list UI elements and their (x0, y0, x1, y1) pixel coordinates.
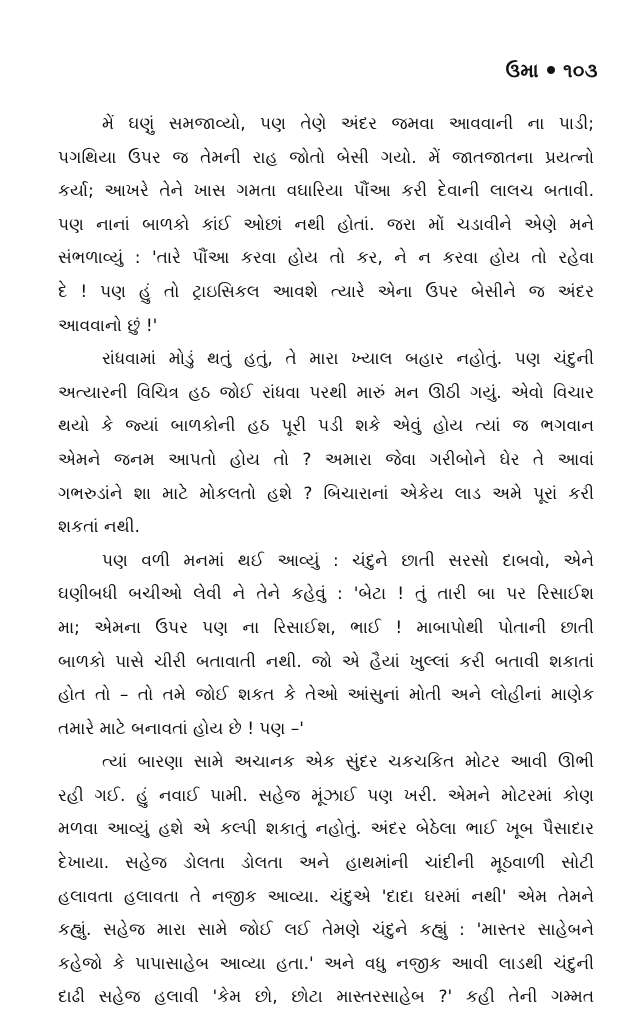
text-line: શકતાં નથી. (58, 517, 140, 538)
text-line: પગથિયા ઉપર જ તેમની રાહ જોતો બેસી ગયો. મેં જાતજાતના પ્રયત્નો (58, 147, 594, 168)
text-line: કર્યા; આખરે તેને ખાસ ગમતા વઘારિયા પૌંઆ કરી દેવાની લાલચ બતાવી. (58, 181, 594, 202)
text-line: આવવાનો છું !' (58, 315, 158, 336)
text-line: તમારે માટે બનાવતાં હોય છે ! પણ –' (58, 718, 304, 739)
book-title: ઉમા (505, 60, 540, 82)
body-text (58, 108, 594, 1015)
text-line: પણ નાનાં બાળકો કાંઈ ઓછાં નથી હોતાં. જરા મોં ચડાવીને એણે મને (58, 214, 594, 235)
text-line: દેખાયા. સહેજ ડોલતા ડોલતા અને હાથમાંની ચાંદીની મૂઠવાળી સોટી (58, 853, 594, 874)
text-line: અત્યારની વિચિત્ર હઠ જોઈ રાંધવા પરથી મારું મન ઊઠી ગયું. એવો વિચાર (58, 382, 594, 403)
page-number: ૧૦૩ (563, 60, 598, 82)
text-line: મેં ઘણું સમજાવ્યો, પણ તેણે અંદર જમવા આવવાની ના પાડી; (102, 114, 594, 134)
text-line: રાંધવામાં મોડું થતું હતું, તે મારા ખ્યાલ બહાર નહોતું. પણ ચંદુની (102, 349, 594, 370)
bullet-separator-icon (547, 66, 555, 74)
text-line: મા; એમના ઉપર પણ ના રિસાઈશ, ભાઈ ! માબાપોથી પોતાની છાતી (58, 617, 594, 638)
text-line: દાઢી સહેજ હલાવી 'કેમ છો, છોટા માસ્તરસાહેબ ?' કહી તેની ગમ્મત (58, 987, 594, 1008)
text-line: કહેજો કે પાપાસાહેબ આવ્યા હતા.' અને વધુ નજીક આવી લાડથી ચંદુની (58, 953, 594, 974)
text-line: ગભરુડાંને શા માટે મોકલતો હશે ? બિચારાનાં એકેય લાડ અમે પૂરાં કરી (58, 483, 594, 504)
text-line: એમને જનમ આપતો હોય તો ? અમારા જેવા ગરીબોને ઘેર તે આવાં (58, 449, 594, 470)
text-line: કહ્યું. સહેજ મારા સામે જોઈ લઈ તેમણે ચંદુને કહ્યું : 'માસ્તર સાહેબને (58, 920, 594, 941)
text-line: પણ વળી મનમાં થઈ આવ્યું : ચંદુને છાતી સરસો દાબવો, એને (102, 550, 594, 571)
text-line: ઘણીબધી બચીઓ લેવી ને તેને કહેવું : 'બેટા ! તું તારી બા પર રિસાઈશ (58, 584, 594, 605)
text-line: ત્યાં બારણા સામે અચાનક એક સુંદર ચકચકિત મોટર આવી ઊભી (102, 752, 594, 773)
text-line: મળવા આવ્યું હશે એ કલ્પી શકાતું નહોતું. અંદર બેઠેલા ભાઈ ખૂબ પૈસાદાર (58, 819, 594, 840)
text-line: થયો કે જ્યાં બાળકોની હઠ પૂરી પડી શકે એવું હોય ત્યાં જ ભગવાન (58, 416, 594, 437)
running-head (506, 60, 598, 82)
text-line: રહી ગઈ. હું નવાઈ પામી. સહેજ મૂંઝાઈ પણ ખરી. એમને મોટરમાં કોણ (58, 785, 594, 806)
text-line: હલાવતા હલાવતા તે નજીક આવ્યા. ચંદુએ 'દાદા ઘરમાં નથી' એમ તેમને (58, 886, 594, 907)
text-line: સંભળાવ્યું : 'તારે પૌંઆ કરવા હોય તો કર, ને ન કરવા હોય તો રહેવા (58, 248, 594, 269)
text-line: બાળકો પાસે ચીરી બતાવાતી નથી. જો એ હૈયાં ખુલ્લાં કરી બતાવી શકાતાં (58, 651, 594, 672)
text-line: દે ! પણ હું તો ટ્રાઇસિકલ આવશે ત્યારે એના ઉપર બેસીને જ અંદર (58, 281, 594, 302)
text-line: હોત તો – તો તમે જોઈ શકત કે તેઓ આંસુનાં મોતી અને લોહીનાં માણેક (58, 685, 594, 706)
